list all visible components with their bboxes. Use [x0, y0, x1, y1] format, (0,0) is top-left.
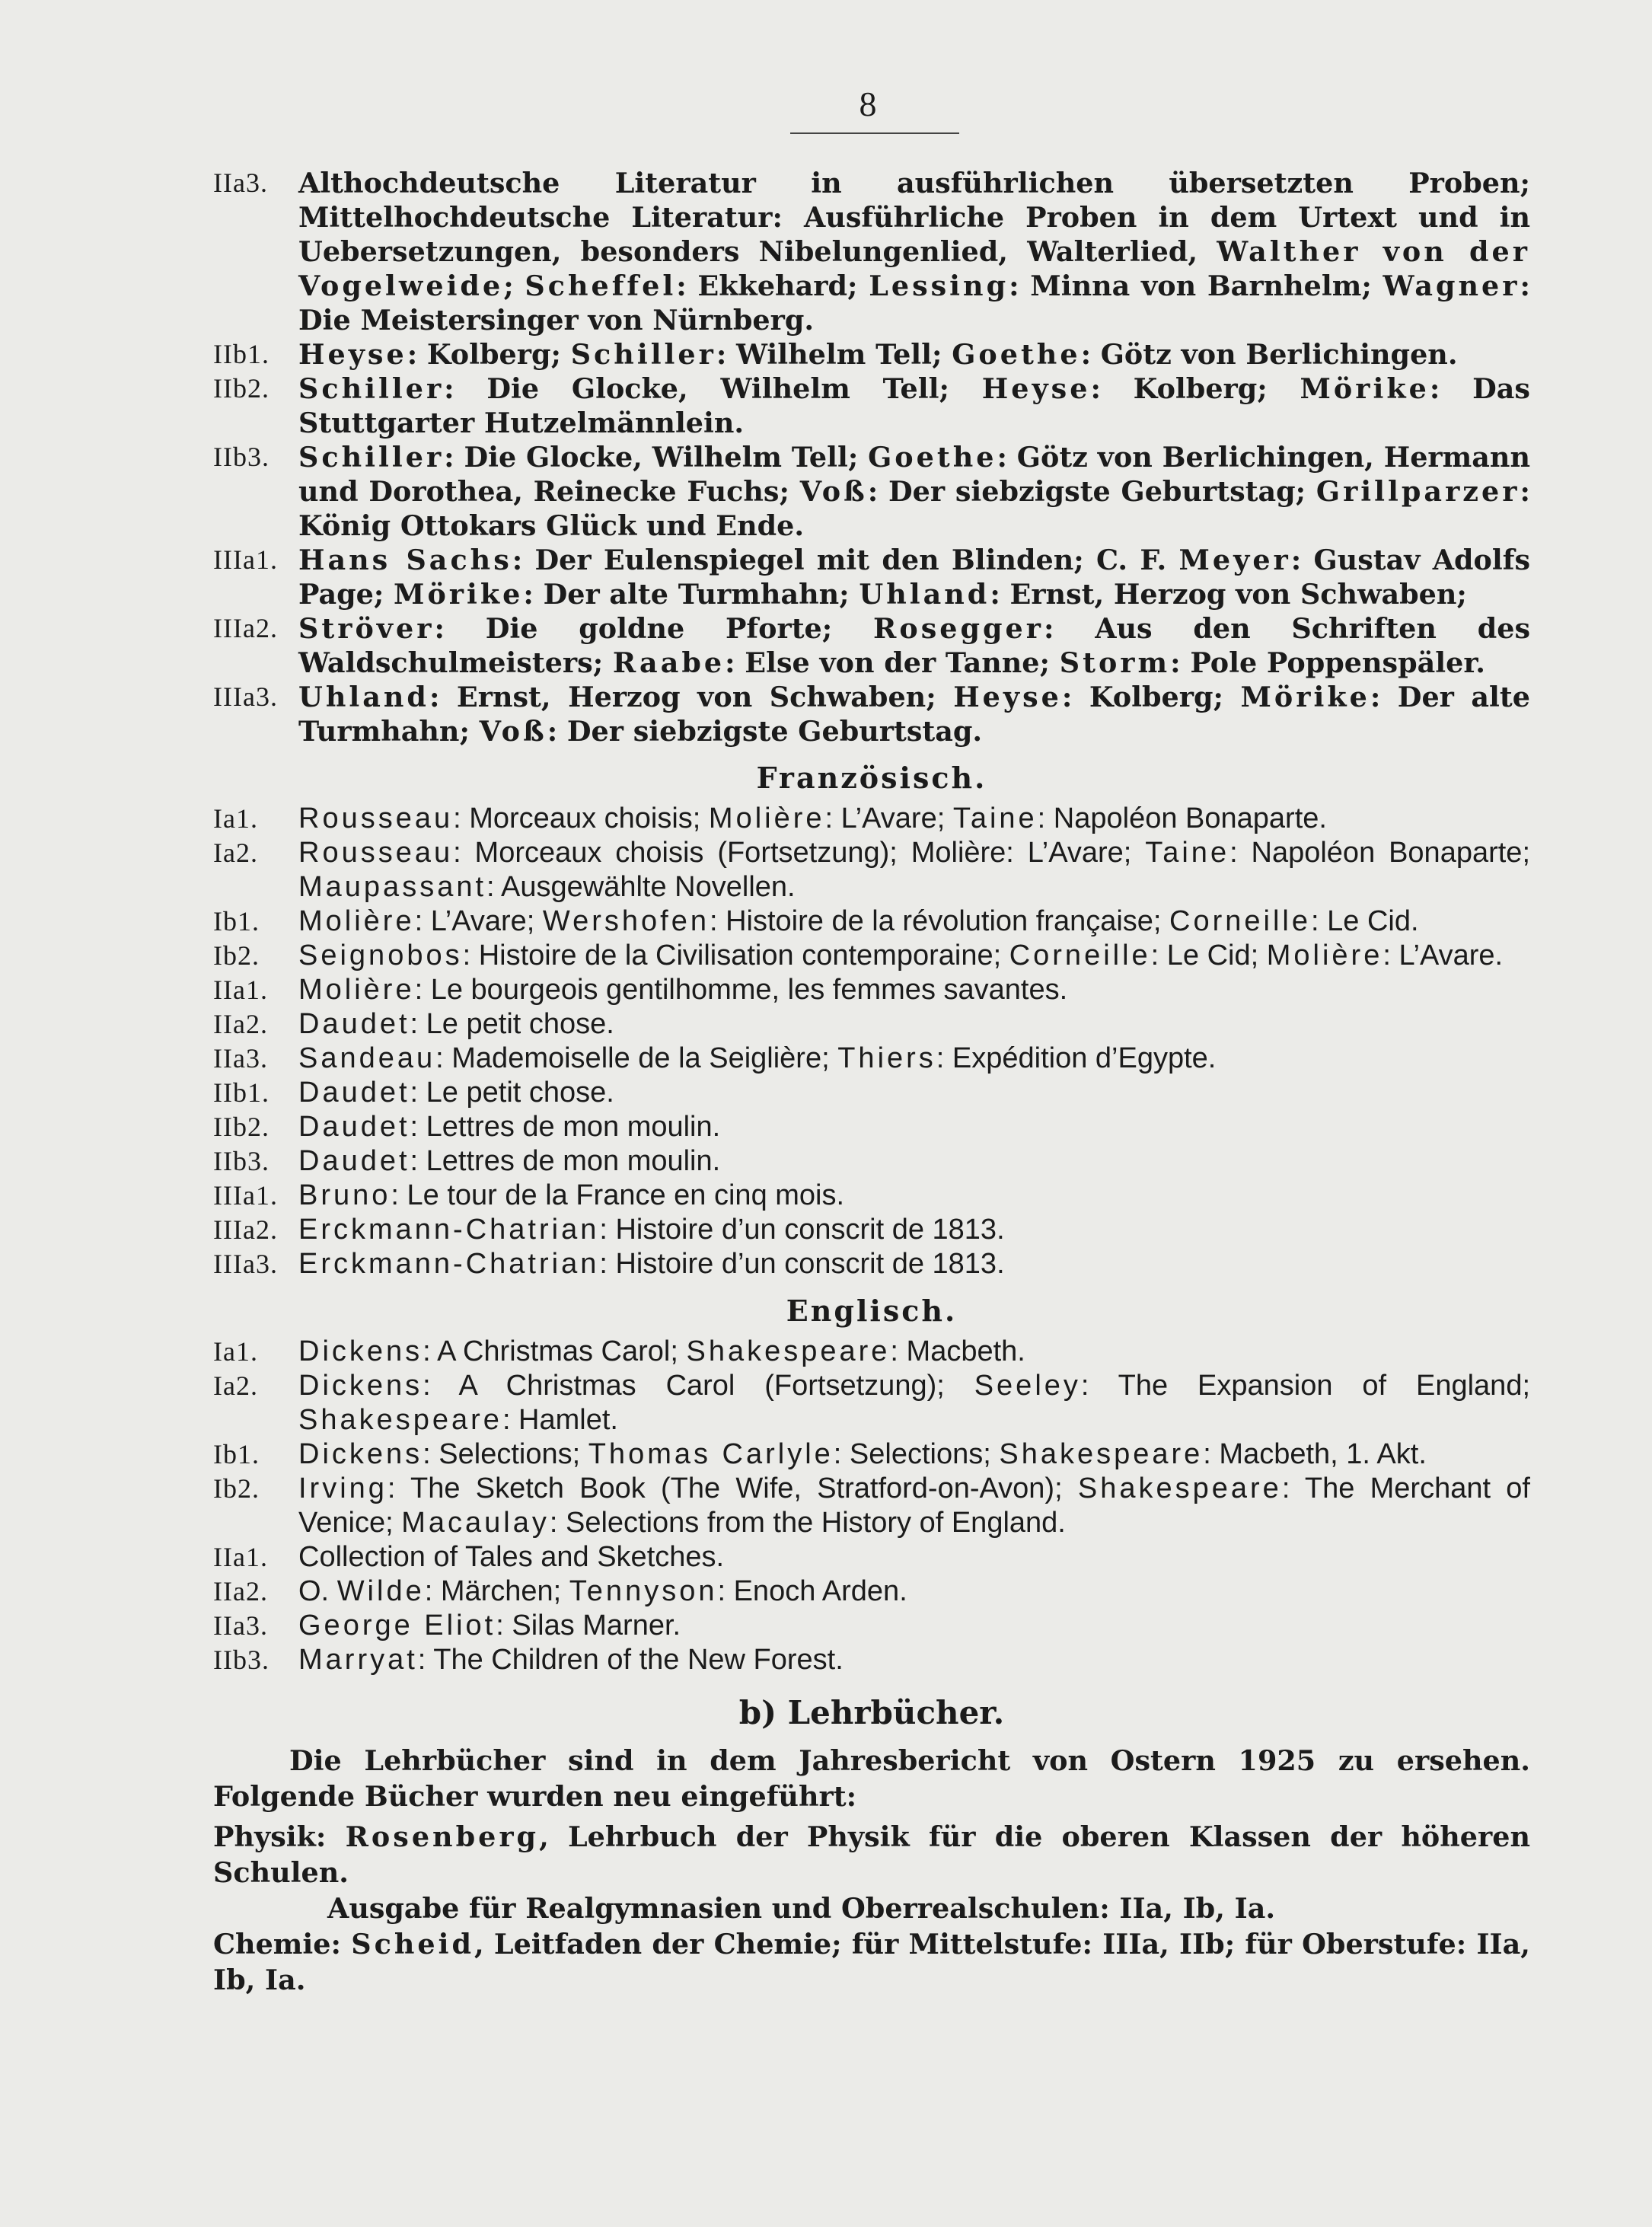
- class-label: IIa1.: [213, 1542, 268, 1572]
- class-label: IIa3.: [213, 1610, 268, 1641]
- reading-entry: [213, 611, 1530, 680]
- text-fragment: : Götz von Berlichingen, Hermann und Dorothea, Reinecke Fuchs;: [298, 441, 1530, 508]
- class-label: IIb3.: [213, 442, 269, 472]
- entry-text: [298, 1643, 1530, 1677]
- class-label: Ib2.: [213, 1473, 260, 1504]
- entry-text: [298, 1007, 1530, 1042]
- entry-text: [298, 337, 1530, 372]
- text-fragment: : Ernst, Herzog von Schwaben;: [429, 681, 954, 713]
- text-fragment: : Lettres de mon moulin.: [410, 1111, 721, 1143]
- reading-entry: [213, 905, 1530, 939]
- entry-text: [298, 802, 1530, 836]
- class-label: IIa3.: [213, 1043, 268, 1074]
- author-name: Erckmann-Chatrian: [298, 1248, 600, 1280]
- text-fragment: , Leitfaden der Chemie; für Mittelstufe: IIIa, IIb; für Oberstufe: IIa, Ib, Ia.: [213, 1928, 1530, 1996]
- entry-text: [298, 1369, 1530, 1437]
- english-reading-list: [213, 1335, 1530, 1677]
- author-name: Rosenberg: [345, 1820, 540, 1853]
- author-name: Daudet: [298, 1145, 410, 1177]
- text-fragment: : Ekkehard;: [676, 270, 869, 302]
- text-fragment: : Else von der Tanne;: [725, 646, 1060, 679]
- reading-entry: [213, 1609, 1530, 1643]
- text-fragment: : Pole Poppenspäler.: [1170, 646, 1485, 679]
- author-name: Daudet: [298, 1077, 410, 1109]
- reading-entry: [213, 166, 1530, 337]
- author-name: Molière: [298, 905, 415, 937]
- text-fragment: : Die goldne Pforte;: [434, 612, 874, 645]
- reading-entry: [213, 1213, 1530, 1247]
- reading-entry: [213, 1110, 1530, 1144]
- author-name: Daudet: [298, 1008, 410, 1040]
- text-fragment: : Le tour de la France en cinq mois.: [391, 1179, 845, 1211]
- author-name: Molière: [298, 974, 415, 1006]
- author-name: Dickens: [298, 1335, 423, 1367]
- text-fragment: : A Christmas Carol;: [423, 1335, 687, 1367]
- entry-text: [298, 1213, 1530, 1247]
- textbook-entry: [213, 1819, 1530, 1926]
- entry-text: [298, 680, 1530, 748]
- text-fragment: : Enoch Arden.: [717, 1575, 907, 1607]
- author-name: Daudet: [298, 1111, 410, 1143]
- class-label: IIb2.: [213, 1112, 269, 1142]
- author-name: Meyer: [1178, 544, 1291, 576]
- reading-entry: [213, 1076, 1530, 1110]
- page-content: [213, 166, 1530, 1998]
- author-name: Grillparzer: [1316, 475, 1520, 508]
- text-fragment: : Märchen;: [424, 1575, 569, 1607]
- class-label: Ib1.: [213, 1439, 260, 1469]
- text-fragment: : Macbeth, 1. Akt.: [1203, 1438, 1427, 1470]
- textbook-entry: [213, 1926, 1530, 1998]
- author-name: Mörike: [1240, 681, 1370, 713]
- text-fragment: : Ernst, Herzog von Schwaben;: [990, 578, 1467, 611]
- reading-entry: [213, 1643, 1530, 1677]
- author-name: Molière: [1266, 940, 1383, 972]
- text-fragment: : Mademoiselle de la Seiglière;: [435, 1042, 838, 1074]
- class-label: IIa3.: [213, 168, 268, 198]
- entry-text: [298, 1042, 1530, 1076]
- class-label: IIIa3.: [213, 1249, 278, 1279]
- author-name: Irving: [298, 1472, 387, 1504]
- reading-entry: [213, 1369, 1530, 1437]
- author-name: Shakespeare: [686, 1335, 891, 1367]
- text-fragment: Althochdeutsche Literatur in ausführlichen übersetzten Proben; Mittelhochdeutsche Literatur: Ausführliche Proben in dem Urtext und in Uebersetzungen, besonders Nibelungenlied, Walterlied,: [298, 167, 1530, 268]
- author-name: Hans Sachs: [298, 544, 512, 576]
- reading-entry: [213, 836, 1530, 905]
- author-name: Storm: [1059, 646, 1171, 679]
- author-name: Lessing: [869, 270, 1009, 302]
- entry-text: [298, 905, 1530, 939]
- text-fragment: : Ausgewählte Novellen.: [486, 871, 796, 903]
- text-fragment: : Der siebzigste Geburtstag.: [547, 715, 983, 748]
- author-name: Heyse: [298, 338, 407, 371]
- author-name: Dickens: [298, 1370, 423, 1402]
- textbook-list: [213, 1819, 1530, 1998]
- text-fragment: , Lehrbuch der Physik für die oberen Klassen der höheren Schulen.: [213, 1820, 1530, 1889]
- page-number: 8: [859, 85, 877, 123]
- author-name: Scheid: [351, 1928, 474, 1961]
- french-heading: Französisch.: [756, 761, 987, 795]
- reading-entry: [213, 372, 1530, 440]
- text-fragment: : Morceaux choisis (Fortsetzung); Molière: L’Avare;: [453, 837, 1146, 869]
- english-heading: Englisch.: [786, 1294, 958, 1328]
- author-name: Rousseau: [298, 802, 454, 834]
- author-name: Heyse: [953, 681, 1062, 713]
- textbooks-heading: b) Lehrbücher.: [738, 1694, 1005, 1731]
- author-name: Corneille: [1169, 905, 1312, 937]
- author-name: Raabe: [612, 646, 726, 679]
- text-fragment: Physik:: [213, 1820, 346, 1853]
- entry-text: [298, 440, 1530, 543]
- class-label: IIIa2.: [213, 1214, 278, 1245]
- author-name: Wagner: [1383, 270, 1520, 302]
- text-fragment: : Götz von Berlichingen.: [1080, 338, 1458, 371]
- author-name: Maupassant: [298, 871, 487, 903]
- author-name: Goethe: [868, 441, 997, 474]
- text-fragment: : Histoire de la Civilisation contemporaine;: [462, 940, 1009, 972]
- reading-entry: [213, 440, 1530, 543]
- reading-entry: [213, 337, 1530, 372]
- reading-entry: [213, 939, 1530, 973]
- reading-entry: [213, 543, 1530, 611]
- text-fragment: : Minna von Barnhelm;: [1009, 270, 1383, 302]
- author-name: Schiller: [298, 441, 445, 474]
- class-label: IIa2.: [213, 1576, 268, 1606]
- class-label: Ia2.: [213, 838, 258, 868]
- author-name: Seignobos: [298, 940, 463, 972]
- author-name: Shakespeare: [999, 1438, 1204, 1470]
- author-name: Corneille: [1009, 940, 1151, 972]
- author-name: Uhland: [298, 681, 429, 713]
- text-fragment: O.: [298, 1575, 337, 1607]
- reading-entry: [213, 973, 1530, 1007]
- author-name: Mörike: [1300, 372, 1430, 405]
- french-reading-list: [213, 802, 1530, 1281]
- author-name: Taine: [1145, 837, 1230, 869]
- text-fragment: : Kolberg;: [1061, 681, 1241, 713]
- reading-entry: [213, 1144, 1530, 1179]
- entry-text: [298, 1437, 1530, 1472]
- entry-text: [298, 836, 1530, 905]
- class-label: Ib1.: [213, 906, 260, 936]
- text-fragment: : Kolberg;: [407, 338, 571, 371]
- author-name: Uhland: [859, 578, 990, 611]
- text-fragment: Chemie:: [213, 1928, 352, 1961]
- author-name: Molière: [708, 802, 825, 834]
- text-fragment: : Morceaux choisis;: [453, 802, 709, 834]
- class-label: IIb3.: [213, 1146, 269, 1176]
- text-fragment: : Lettres de mon moulin.: [410, 1145, 721, 1177]
- class-label: IIb3.: [213, 1645, 269, 1675]
- text-fragment: : L’Avare.: [1383, 940, 1504, 972]
- author-name: Goethe: [952, 338, 1081, 371]
- entry-text: [298, 372, 1530, 440]
- text-fragment: : A Christmas Carol (Fortsetzung);: [423, 1370, 974, 1402]
- class-label: IIIa1.: [213, 544, 278, 575]
- class-label: IIb1.: [213, 1077, 269, 1108]
- author-name: Thiers: [837, 1042, 936, 1074]
- class-label: IIa1.: [213, 975, 268, 1005]
- class-label: IIIa2.: [213, 613, 278, 643]
- reading-entry: [213, 1042, 1530, 1076]
- entry-text: [298, 1540, 1530, 1575]
- class-label: IIb1.: [213, 339, 269, 369]
- text-fragment: : Kolberg;: [1090, 372, 1300, 405]
- text-fragment: : Le bourgeois gentilhomme, les femmes savantes.: [414, 974, 1068, 1006]
- author-name: Mörike: [394, 578, 524, 611]
- text-fragment: : Der alte Turmhahn;: [523, 578, 859, 611]
- author-name: Rousseau: [298, 837, 454, 869]
- text-fragment: : Le petit chose.: [410, 1077, 614, 1109]
- author-name: Seeley: [974, 1370, 1081, 1402]
- text-fragment: : Napoléon Bonaparte;: [1229, 837, 1530, 869]
- text-fragment: : Histoire de la révolution française;: [709, 905, 1170, 937]
- author-name: Ströver: [298, 612, 435, 645]
- reading-entry: [213, 1007, 1530, 1042]
- reading-entry: [213, 1437, 1530, 1472]
- text-fragment: : Silas Marner.: [496, 1610, 681, 1642]
- reading-entry: [213, 1179, 1530, 1213]
- entry-text: [298, 1110, 1530, 1144]
- text-fragment: : L’Avare;: [824, 802, 953, 834]
- class-label: Ia1.: [213, 1336, 258, 1367]
- author-name: Bruno: [298, 1179, 391, 1211]
- text-fragment: : L’Avare;: [414, 905, 543, 937]
- textbook-edition: Ausgabe für Realgymnasien und Oberrealschulen: IIa, Ib, Ia.: [327, 1892, 1276, 1925]
- text-fragment: : Expédition d’Egypte.: [936, 1042, 1217, 1074]
- author-name: Macaulay: [401, 1507, 550, 1539]
- author-name: George Eliot: [298, 1610, 496, 1642]
- entry-text: [298, 1609, 1530, 1643]
- author-name: Shakespeare: [1077, 1472, 1282, 1504]
- author-name: Schiller: [570, 338, 716, 371]
- text-fragment: : Das Stuttgarter Hutzelmännlein.: [298, 372, 1530, 439]
- author-name: Rosegger: [873, 612, 1044, 645]
- text-fragment: : Die Glocke, Wilhelm Tell;: [444, 372, 982, 405]
- entry-text: [298, 166, 1530, 337]
- text-fragment: : The Children of the New Forest.: [417, 1644, 844, 1676]
- entry-text: [298, 1247, 1530, 1281]
- text-fragment: : Selections from the History of England.: [549, 1507, 1066, 1539]
- text-fragment: : The Sketch Book (The Wife, Stratford-on-Avon);: [387, 1472, 1078, 1504]
- reading-entry: [213, 680, 1530, 748]
- textbooks-intro: Die Lehrbücher sind in dem Jahresbericht von Ostern 1925 zu ersehen. Folgende Bücher wurden neu eingeführt:: [213, 1744, 1530, 1813]
- author-name: Scheffel: [525, 270, 677, 302]
- author-name: Schiller: [298, 372, 445, 405]
- text-fragment: : Selections;: [833, 1438, 1000, 1470]
- author-name: Marryat: [298, 1644, 418, 1676]
- text-fragment: : König Ottokars Glück und Ende.: [298, 475, 1530, 542]
- author-name: Voß: [799, 475, 868, 508]
- class-label: IIIa1.: [213, 1180, 278, 1211]
- entry-text: [298, 1575, 1530, 1609]
- text-fragment: : Hamlet.: [502, 1404, 618, 1436]
- entry-text: [298, 1472, 1530, 1540]
- text-fragment: : Histoire d’un conscrit de 1813.: [599, 1214, 1005, 1246]
- text-fragment: : Wilhelm Tell;: [716, 338, 952, 371]
- text-fragment: : Die Glocke, Wilhelm Tell;: [444, 441, 869, 474]
- author-name: Wershofen: [542, 905, 710, 937]
- author-name: Voß: [479, 715, 547, 748]
- text-fragment: : The Expansion of England;: [1080, 1370, 1531, 1402]
- author-name: Dickens: [298, 1438, 423, 1470]
- class-label: IIa2.: [213, 1009, 268, 1039]
- text-fragment: ;: [503, 270, 525, 302]
- author-name: Walther von der Vogelweide: [298, 235, 1530, 302]
- text-fragment: : Der alte Turmhahn;: [298, 681, 1530, 748]
- class-label: IIb2.: [213, 373, 269, 404]
- text-fragment: : The Merchant of Venice;: [298, 1472, 1530, 1539]
- reading-entry: [213, 1575, 1530, 1609]
- class-label: Ib2.: [213, 940, 260, 971]
- text-fragment: : Macbeth.: [890, 1335, 1025, 1367]
- entry-text: [298, 1076, 1530, 1110]
- author-name: Sandeau: [298, 1042, 436, 1074]
- author-name: Thomas Carlyle: [588, 1438, 834, 1470]
- text-fragment: : Die Meistersinger von Nürnberg.: [298, 270, 1530, 337]
- author-name: Tennyson: [569, 1575, 718, 1607]
- entry-text: [298, 939, 1530, 973]
- text-fragment: : Aus den Schriften des Waldschulmeisters;: [298, 612, 1530, 679]
- reading-entry: [213, 1472, 1530, 1540]
- text-fragment: : Histoire d’un conscrit de 1813.: [599, 1248, 1005, 1280]
- text-fragment: : Der siebzigste Geburtstag;: [867, 475, 1316, 508]
- text-fragment: : Napoléon Bonaparte.: [1037, 802, 1327, 834]
- author-name: Wilde: [336, 1575, 425, 1607]
- class-label: Ia2.: [213, 1370, 258, 1401]
- entry-text: [298, 973, 1530, 1007]
- entry-text: [298, 1179, 1530, 1213]
- text-fragment: : Selections;: [423, 1438, 588, 1470]
- author-name: Shakespeare: [298, 1404, 502, 1436]
- text-fragment: : Le Cid.: [1311, 905, 1419, 937]
- reading-entry: [213, 1540, 1530, 1575]
- class-label: Ia1.: [213, 803, 258, 834]
- text-fragment: : Le petit chose.: [410, 1008, 614, 1040]
- entry-text: [298, 1335, 1530, 1369]
- author-name: Heyse: [981, 372, 1091, 405]
- reading-entry: [213, 802, 1530, 836]
- class-label: IIIa3.: [213, 681, 278, 712]
- german-reading-list: [213, 166, 1530, 748]
- reading-entry: [213, 1247, 1530, 1281]
- reading-entry: [213, 1335, 1530, 1369]
- entry-text: [298, 543, 1530, 611]
- entry-text: [298, 611, 1530, 680]
- entry-text: [298, 1144, 1530, 1179]
- text-fragment: : Le Cid;: [1150, 940, 1267, 972]
- author-name: Taine: [952, 802, 1038, 834]
- page-number-rule: [790, 132, 959, 134]
- author-name: Erckmann-Chatrian: [298, 1214, 600, 1246]
- text-fragment: Collection of Tales and Sketches.: [298, 1541, 725, 1573]
- text-fragment: : Gustav Adolfs Page;: [298, 544, 1531, 611]
- text-fragment: : Der Eulenspiegel mit den Blinden; C. F.: [512, 544, 1179, 576]
